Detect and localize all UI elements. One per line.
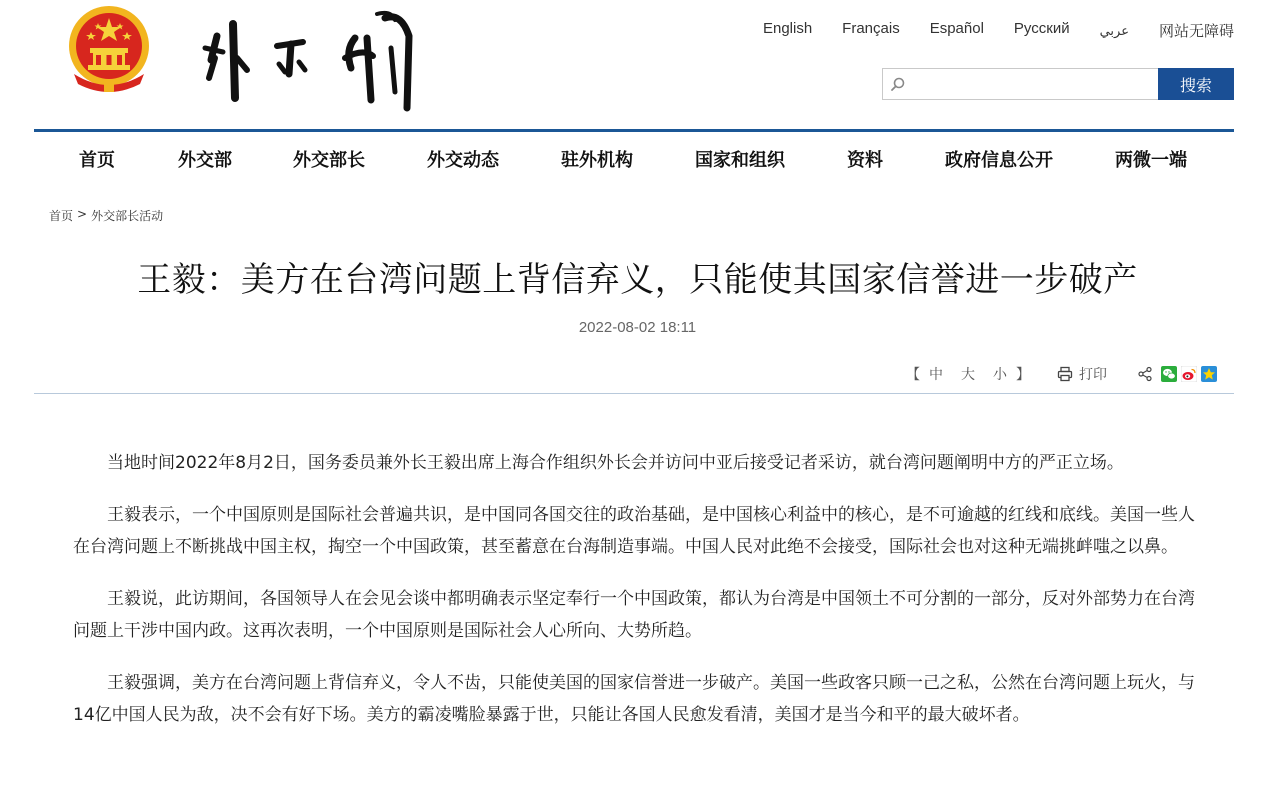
nav-item-countries-organizations[interactable]: 国家和组织 bbox=[695, 150, 785, 171]
breadcrumb-home-link[interactable]: 首页 bbox=[49, 209, 74, 223]
article-tools bbox=[906, 363, 1217, 385]
search-button[interactable]: 搜索 bbox=[1158, 68, 1234, 100]
share-bar bbox=[1137, 366, 1217, 382]
nav-item-missions-abroad[interactable]: 驻外机构 bbox=[561, 150, 633, 171]
language-links bbox=[763, 20, 1234, 41]
wechat-icon[interactable] bbox=[1161, 366, 1177, 382]
nav-item-minister[interactable]: 外交部长 bbox=[293, 150, 365, 171]
breadcrumb-separator: > bbox=[77, 207, 88, 221]
lang-link-spanish[interactable]: Español bbox=[929, 20, 984, 37]
content-divider bbox=[34, 393, 1234, 394]
lang-link-english[interactable]: English bbox=[762, 20, 813, 37]
breadcrumb bbox=[49, 207, 163, 224]
font-size-large-button[interactable]: 大 bbox=[961, 367, 975, 383]
article-body bbox=[73, 447, 1197, 751]
share-icon[interactable] bbox=[1137, 366, 1153, 382]
accessibility-link[interactable]: 网站无障碍 bbox=[1158, 23, 1234, 40]
search-box bbox=[882, 68, 1158, 100]
printer-icon bbox=[1056, 366, 1074, 382]
breadcrumb-section-link[interactable]: 外交部长活动 bbox=[91, 209, 164, 223]
nav-item-home[interactable]: 首页 bbox=[79, 150, 115, 171]
nav-item-ministry[interactable]: 外交部 bbox=[178, 150, 232, 171]
weibo-icon[interactable] bbox=[1181, 366, 1197, 382]
print-button[interactable] bbox=[1056, 364, 1107, 384]
main-nav bbox=[34, 132, 1234, 184]
font-size-bracket-close: 】 bbox=[1016, 367, 1030, 383]
qzone-icon[interactable] bbox=[1201, 366, 1217, 382]
nav-item-resources[interactable]: 资料 bbox=[847, 150, 883, 171]
article-paragraph: 当地时间2022年8月2日，国务委员兼外长王毅出席上海合作组织外长会并访问中亚后接受记者采访，就台湾问题阐明中方的严正立场。 bbox=[107, 453, 1124, 473]
national-emblem-icon[interactable] bbox=[66, 4, 152, 94]
lang-link-french[interactable]: Français bbox=[842, 20, 900, 37]
print-label: 打印 bbox=[1079, 367, 1107, 383]
article-title: 王毅：美方在台湾问题上背信弃义，只能使其国家信誉进一步破产 bbox=[137, 260, 1138, 300]
font-size-bracket-open: 【 bbox=[906, 367, 920, 383]
font-size-medium-button[interactable]: 中 bbox=[929, 367, 943, 383]
lang-link-arabic[interactable]: عربي bbox=[1099, 23, 1129, 38]
search-bar bbox=[882, 68, 1234, 100]
font-size-small-button[interactable]: 小 bbox=[993, 367, 1007, 383]
article-paragraph: 王毅强调，美方在台湾问题上背信弃义，令人不齿，只能使美国的国家信誉进一步破产。美国一些政客只顾一己之私，公然在台湾问题上玩火，与14亿中国人民为敌，决不会有好下场。美方的霸凌嘴脸暴露于世，只能让各国人民愈发看清，美国才是当今和平的最大破坏者。 bbox=[73, 672, 1195, 725]
ministry-calligraphy-logo-icon[interactable] bbox=[195, 8, 425, 120]
nav-item-social-media[interactable]: 两微一端 bbox=[1115, 150, 1187, 171]
article-paragraph: 王毅表示，一个中国原则是国际社会普遍共识，是中国同各国交往的政治基础，是中国核心利益中的核心，是不可逾越的红线和底线。美国一些人在台湾问题上不断挑战中国主权，掏空一个中国政策，甚至蓄意在台海制造事端。中国人民对此绝不会接受，国际社会也对这种无端挑衅嗤之以鼻。 bbox=[73, 504, 1195, 557]
lang-link-russian[interactable]: Русский bbox=[1013, 20, 1070, 37]
search-input[interactable] bbox=[911, 73, 1151, 95]
site-header bbox=[0, 0, 1275, 130]
search-icon bbox=[890, 76, 906, 92]
nav-item-gov-info[interactable]: 政府信息公开 bbox=[945, 150, 1053, 171]
article-date: 2022-08-02 18:11 bbox=[578, 319, 697, 336]
nav-item-diplomatic-news[interactable]: 外交动态 bbox=[427, 150, 499, 171]
article-paragraph: 王毅说，此访期间，各国领导人在会见会谈中都明确表示坚定奉行一个中国政策，都认为台湾是中国领土不可分割的一部分，反对外部势力在台湾问题上干涉中国内政。这再次表明，一个中国原则是国际社会人心所向、大势所趋。 bbox=[73, 588, 1195, 641]
